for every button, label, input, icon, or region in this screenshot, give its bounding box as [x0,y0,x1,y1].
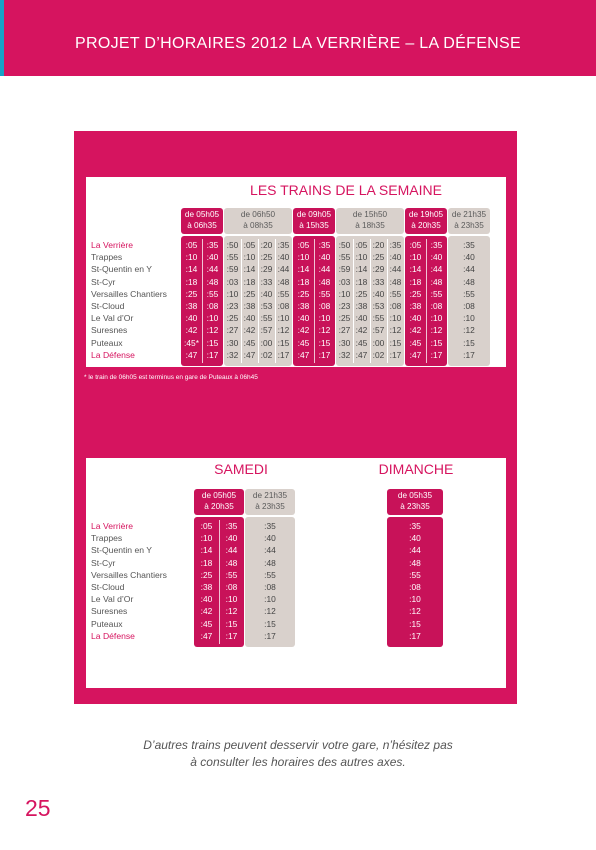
departure-time: :10 [430,313,443,324]
departure-time: :17 [318,349,331,360]
period-header-line: à 20h35 [204,501,234,511]
departure-time: :48 [409,557,421,568]
saturday-title: SAMEDI [214,461,268,477]
departure-time: :03 [338,276,351,287]
period-header-line: de 05h05 [184,210,220,219]
departure-time: :14 [243,264,256,275]
departure-time: :40 [185,313,198,324]
departure-time: :12 [277,325,290,336]
departure-time: :47 [297,349,310,360]
page-header [0,0,596,76]
departure-time: :42 [185,325,198,336]
period-times [405,236,447,366]
departure-time: :14 [185,264,198,275]
departure-time: :55 [277,288,290,299]
station-name: Puteaux [91,337,123,348]
departure-time: :40 [260,288,273,299]
departure-time: :14 [409,264,422,275]
period-header-line: de 06h50 [240,210,276,219]
departure-time: :40 [243,313,256,324]
departure-time: :17 [264,630,276,641]
departure-time: :55 [463,288,475,299]
weekday-timetable [86,177,506,367]
departure-time: :59 [226,264,239,275]
departure-time: :40 [389,252,402,263]
departure-time: :23 [226,301,239,311]
departure-time: :00 [372,337,385,348]
station-name: Puteaux [91,618,123,629]
departure-time: :55 [225,569,238,580]
departure-time: :38 [185,301,198,311]
departure-time: :33 [260,276,273,287]
departure-time: :35 [318,240,331,250]
station-name: La Défense [91,349,135,360]
footer-note [0,737,596,771]
departure-time: :25 [338,313,351,324]
footnote: * le train de 06h05 est terminus en gare de Puteaux à 06h45 [84,374,258,381]
departure-time: :17 [277,349,290,360]
departure-time: :25 [355,288,368,299]
sunday-title: DIMANCHE [378,461,454,477]
departure-time: :42 [409,325,422,336]
departure-time: :35 [206,240,219,250]
departure-time: :25 [372,252,385,263]
station-name: La Verrière [91,240,134,250]
departure-time: :40 [264,533,276,544]
departure-time: :48 [389,276,402,287]
station-name: Trappes [91,252,123,263]
departure-time: :08 [277,301,290,311]
period-header-line: de 21h35 [451,210,487,219]
departure-time: :55 [206,288,219,299]
departure-time: :27 [338,325,351,336]
station-name: Le Val d’Or [91,313,134,324]
departure-time: :59 [338,264,351,275]
departure-time: :25 [409,288,422,299]
station-name: Suresnes [91,606,128,617]
departure-time: :10 [277,313,290,324]
departure-time: :15 [225,618,238,629]
departure-time: :17 [225,630,238,641]
station-name: St-Cloud [91,582,125,592]
departure-time: :20 [260,240,273,250]
departure-time: :14 [200,545,213,556]
departure-time: :57 [260,325,273,336]
departure-time: :38 [355,301,368,311]
period-header [405,208,447,234]
departure-time: :44 [463,264,475,275]
period-header [448,208,490,234]
departure-time: :44 [430,264,443,275]
column-divider [219,520,220,644]
departure-time: :30 [226,337,239,348]
departure-time: :10 [355,252,368,263]
station-name: Trappes [91,533,123,544]
station-name: Suresnes [91,325,128,336]
departure-time: :15 [277,337,290,348]
period-header [293,208,335,234]
departure-time: :55 [409,569,421,580]
departure-time: :47 [185,349,198,360]
departure-time: :55 [430,288,443,299]
departure-time: :35 [264,521,276,531]
departure-time: :40 [409,313,422,324]
departure-time: :10 [338,288,351,299]
departure-time: :12 [430,325,443,336]
departure-time: :55 [372,313,385,324]
departure-time: :18 [200,557,213,568]
departure-time: :44 [409,545,421,556]
departure-time: :48 [225,557,238,568]
departure-time: :48 [264,557,276,568]
period-header-line: à 23h35 [454,220,484,230]
departure-time: :45 [200,618,213,629]
departure-time: :25 [200,569,213,580]
departure-time: :47 [355,349,368,360]
departure-time: :25 [243,288,256,299]
departure-time: :48 [463,276,475,287]
departure-time: :14 [297,264,310,275]
departure-time: :30 [338,337,351,348]
departure-time: :55 [226,252,239,263]
departure-time: :08 [409,582,421,592]
departure-time: :08 [463,301,475,311]
departure-time: :40 [225,533,238,544]
period-header [336,208,404,234]
departure-time: :40 [277,252,290,263]
departure-time: :47 [409,349,422,360]
departure-time: :14 [355,264,368,275]
departure-time: :42 [243,325,256,336]
departure-time: :10 [225,594,238,605]
departure-time: :40 [200,594,213,605]
departure-time: :12 [389,325,402,336]
departure-time: :00 [260,337,273,348]
departure-time: :17 [430,349,443,360]
departure-time: :23 [338,301,351,311]
departure-time: :08 [389,301,402,311]
station-name: St-Cyr [91,276,116,287]
departure-time: :44 [225,545,238,556]
departure-time: :25 [185,288,198,299]
departure-time: :18 [409,276,422,287]
departure-time: :32 [226,349,239,360]
departure-time: :25 [297,288,310,299]
period-header-line: à 23h35 [400,501,430,511]
departure-time: :53 [260,301,273,311]
departure-time: :32 [338,349,351,360]
period-header-line: de 05h05 [201,491,237,500]
departure-time: :18 [355,276,368,287]
period-header [224,208,292,234]
departure-time: :47 [200,630,213,641]
departure-time: :12 [409,606,421,617]
departure-time: :25 [260,252,273,263]
departure-time: :45 [409,337,422,348]
departure-time: :50 [338,240,351,250]
departure-time: :12 [463,325,475,336]
departure-time: :48 [430,276,443,287]
departure-time: :10 [409,594,421,605]
departure-time: :10 [185,252,198,263]
departure-time: :40 [297,313,310,324]
departure-time: :53 [372,301,385,311]
departure-time: :15 [430,337,443,348]
period-times [448,236,490,366]
departure-time: :02 [372,349,385,360]
period-times [293,236,335,366]
footer-line-1: D’autres trains peuvent desservir votre gare, n’hésitez pas [143,738,453,752]
period-header-line: de 21h35 [252,491,288,500]
departure-time: :05 [409,240,422,250]
departure-time: :10 [318,313,331,324]
departure-time: :35 [463,240,475,250]
station-name: La Défense [91,630,135,641]
departure-time: :12 [318,325,331,336]
departure-time: :55 [338,252,351,263]
departure-time: :05 [297,240,310,250]
period-header-line: à 08h35 [243,220,273,230]
departure-time: :44 [277,264,290,275]
period-times [245,517,295,647]
departure-time: :08 [225,582,238,592]
period-times [387,517,443,647]
page-title: PROJET D’HORAIRES 2012 LA VERRIÈRE – LA DÉFENSE [75,35,521,52]
departure-time: :45 [243,337,256,348]
departure-time: :12 [225,606,238,617]
period-times [336,236,404,366]
period-header [194,489,244,515]
departure-time: :10 [389,313,402,324]
departure-time: :35 [277,240,290,250]
departure-time: :55 [264,569,276,580]
departure-time: :10 [200,533,213,544]
period-header [245,489,295,515]
departure-time: :42 [297,325,310,336]
period-times [224,236,292,366]
departure-time: :08 [264,582,276,592]
departure-time: :15 [389,337,402,348]
departure-time: :35 [225,521,238,531]
departure-time: :05 [355,240,368,250]
departure-time: :40 [318,252,331,263]
departure-time: :03 [226,276,239,287]
departure-time: :12 [206,325,219,336]
period-header [387,489,443,515]
departure-time: :10 [463,313,475,324]
departure-time: :18 [185,276,198,287]
period-header-line: de 15h50 [352,210,388,219]
departure-time: :35 [389,240,402,250]
departure-time: :40 [430,252,443,263]
departure-time: :18 [243,276,256,287]
departure-time: :40 [355,313,368,324]
departure-time: :27 [226,325,239,336]
period-header-line: à 18h35 [355,220,385,230]
departure-time: :29 [372,264,385,275]
departure-time: :40 [206,252,219,263]
period-header-line: de 09h05 [296,210,332,219]
departure-time: :55 [260,313,273,324]
departure-time: :17 [409,630,421,641]
departure-time: :17 [389,349,402,360]
period-header-line: de 05h35 [397,491,433,500]
period-header-line: à 06h35 [187,220,217,230]
station-name: Versailles Chantiers [91,569,167,580]
departure-time: :08 [206,301,219,311]
departure-time: :38 [243,301,256,311]
departure-time: :44 [206,264,219,275]
period-header-line: de 19h05 [408,210,444,219]
departure-time: :38 [200,582,213,592]
departure-time: :44 [264,545,276,556]
departure-time: :45* [184,337,199,348]
station-name: St-Quentin en Y [91,545,152,556]
departure-time: :35 [430,240,443,250]
departure-time: :15 [264,618,276,629]
departure-time: :50 [226,240,239,250]
departure-time: :40 [372,288,385,299]
departure-time: :10 [297,252,310,263]
station-name: St-Cloud [91,301,125,311]
departure-time: :40 [409,533,421,544]
footer-line-2: à consulter les horaires des autres axes. [190,755,406,769]
departure-time: :15 [463,337,475,348]
departure-time: :48 [206,276,219,287]
departure-time: :02 [260,349,273,360]
timetable-frame [74,131,517,704]
departure-time: :48 [277,276,290,287]
period-header-line: à 20h35 [411,220,441,230]
departure-time: :29 [260,264,273,275]
departure-time: :42 [355,325,368,336]
period-header-line: à 15h35 [299,220,329,230]
departure-time: :38 [297,301,310,311]
departure-time: :40 [463,252,475,263]
departure-time: :08 [318,301,331,311]
station-name: La Verrière [91,521,134,531]
departure-time: :15 [206,337,219,348]
departure-time: :17 [463,349,475,360]
period-header-line: à 23h35 [255,501,285,511]
departure-time: :05 [185,240,198,250]
departure-time: :45 [355,337,368,348]
departure-time: :33 [372,276,385,287]
departure-time: :47 [243,349,256,360]
station-name: St-Cyr [91,557,116,568]
weekday-title: LES TRAINS DE LA SEMAINE [250,182,442,198]
weekend-timetable [86,458,506,688]
departure-time: :20 [372,240,385,250]
departure-time: :15 [318,337,331,348]
departure-time: :12 [264,606,276,617]
departure-time: :10 [243,252,256,263]
period-times [181,236,223,366]
departure-time: :44 [389,264,402,275]
departure-time: :10 [264,594,276,605]
departure-time: :08 [430,301,443,311]
departure-time: :48 [318,276,331,287]
station-name: Versailles Chantiers [91,288,167,299]
departure-time: :55 [389,288,402,299]
departure-time: :17 [206,349,219,360]
departure-time: :55 [318,288,331,299]
departure-time: :10 [226,288,239,299]
departure-time: :57 [372,325,385,336]
departure-time: :25 [226,313,239,324]
departure-time: :15 [409,618,421,629]
departure-time: :45 [297,337,310,348]
period-times [194,517,244,647]
departure-time: :44 [318,264,331,275]
departure-time: :38 [409,301,422,311]
departure-time: :05 [200,521,213,531]
departure-time: :10 [206,313,219,324]
page-number: 25 [25,795,51,821]
station-name: Le Val d’Or [91,594,134,605]
departure-time: :42 [200,606,213,617]
departure-time: :10 [409,252,422,263]
departure-time: :18 [297,276,310,287]
period-header [181,208,223,234]
departure-time: :35 [409,521,421,531]
station-name: St-Quentin en Y [91,264,152,275]
departure-time: :05 [243,240,256,250]
